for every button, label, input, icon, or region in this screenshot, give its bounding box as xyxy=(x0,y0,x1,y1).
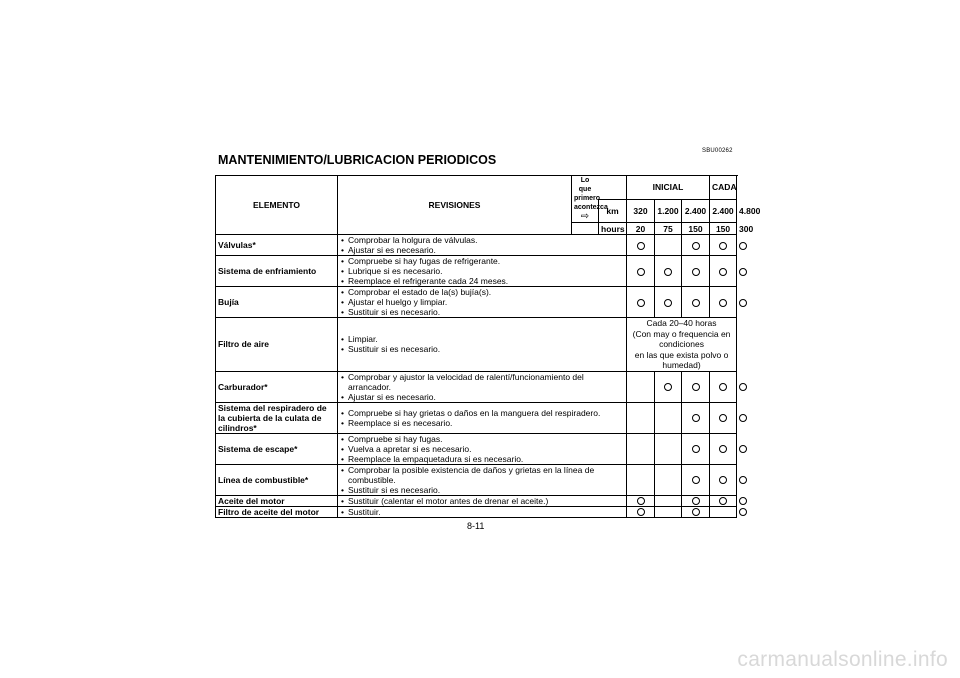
interval-cell xyxy=(682,256,710,287)
revision-item: • Compruebe si hay grietas o daños en la manguera del respiradero. xyxy=(340,408,624,418)
revisions-list xyxy=(340,408,624,428)
revisions-cell xyxy=(338,433,627,464)
revision-item: • Sustituir. xyxy=(340,507,624,517)
element-cell: Sistema de enfriamiento xyxy=(216,256,338,287)
interval-cell xyxy=(655,235,682,256)
revisions-cell xyxy=(338,506,627,517)
hours-label: hours xyxy=(599,223,627,235)
circle-mark-icon xyxy=(719,414,727,422)
circle-mark-icon xyxy=(637,242,645,250)
table-row xyxy=(216,506,737,517)
km-value: 1.200 xyxy=(655,199,682,223)
circle-mark-icon xyxy=(692,497,700,505)
revisions-cell xyxy=(338,495,627,506)
interval-cell xyxy=(710,464,737,495)
circle-mark-icon xyxy=(637,268,645,276)
page-title: MANTENIMIENTO/LUBRICACION PERIODICOS xyxy=(218,153,497,167)
circle-mark-icon xyxy=(739,268,747,276)
revision-item: • Sustituir si es necesario. xyxy=(340,485,624,495)
revision-item: • Reemplace la empaquetadura si es necesario. xyxy=(340,454,624,464)
interval-cell xyxy=(682,287,710,318)
header-first-blank xyxy=(572,223,599,235)
circle-mark-icon xyxy=(719,476,727,484)
interval-cell xyxy=(655,506,682,517)
element-cell: Válvulas* xyxy=(216,235,338,256)
interval-cell xyxy=(655,371,682,402)
interval-cell xyxy=(655,433,682,464)
km-row: km 320 1.200 2.400 2.400 4.800 xyxy=(216,199,737,223)
interval-cell xyxy=(682,495,710,506)
revisions-cell xyxy=(338,235,627,256)
element-cell: Línea de combustible* xyxy=(216,464,338,495)
revision-item: • Limpiar. xyxy=(340,334,624,344)
revision-item: • Vuelva a apretar si es necesario. xyxy=(340,444,624,454)
interval-cell xyxy=(627,256,655,287)
interval-cell xyxy=(710,287,737,318)
interval-cell xyxy=(710,495,737,506)
revisions-list xyxy=(340,496,624,506)
document-code: SBU00262 xyxy=(702,148,733,154)
circle-mark-icon xyxy=(637,497,645,505)
revisions-list xyxy=(340,235,624,255)
table-row xyxy=(216,318,737,372)
circle-mark-icon xyxy=(637,299,645,307)
circle-mark-icon xyxy=(739,383,747,391)
header-every: CADA xyxy=(710,176,737,200)
element-cell: Filtro de aire xyxy=(216,318,338,372)
revision-item: • Ajustar el huelgo y limpiar. xyxy=(340,297,624,307)
table-row xyxy=(216,235,737,256)
element-cell: Sistema del respiradero de la cubierta de la culata de cilindros* xyxy=(216,402,338,433)
circle-mark-icon xyxy=(719,383,727,391)
table-row xyxy=(216,464,737,495)
revision-item: • Sustituir (calentar el motor antes de drenar el aceite.) xyxy=(340,496,624,506)
interval-cell xyxy=(627,495,655,506)
circle-mark-icon xyxy=(692,242,700,250)
interval-cell xyxy=(710,371,737,402)
circle-mark-icon xyxy=(739,497,747,505)
revision-item: • Compruebe si hay fugas de refrigerante. xyxy=(340,256,624,266)
interval-cell xyxy=(710,506,737,517)
revisions-list xyxy=(340,507,624,517)
circle-mark-icon xyxy=(719,445,727,453)
circle-mark-icon xyxy=(739,445,747,453)
header-first-text: Lo que primero acontezca xyxy=(574,177,608,211)
header-initial: INICIAL xyxy=(627,176,710,200)
revisions-cell xyxy=(338,287,627,318)
interval-cell xyxy=(682,235,710,256)
interval-cell xyxy=(627,506,655,517)
table-body xyxy=(216,235,737,518)
km-label: km xyxy=(599,199,627,223)
interval-cell xyxy=(627,371,655,402)
hours-value: 75 xyxy=(655,223,682,235)
revision-item: • Comprobar el estado de la(s) bujía(s). xyxy=(340,287,624,297)
interval-cell xyxy=(710,402,737,433)
circle-mark-icon xyxy=(692,476,700,484)
interval-cell xyxy=(627,402,655,433)
page-number: 8-11 xyxy=(467,521,485,531)
circle-mark-icon xyxy=(692,299,700,307)
table-row xyxy=(216,495,737,506)
header-element: ELEMENTO xyxy=(216,176,338,235)
revisions-list xyxy=(340,465,624,495)
revisions-cell xyxy=(338,318,627,372)
circle-mark-icon xyxy=(739,242,747,250)
hours-value: 20 xyxy=(627,223,655,235)
circle-mark-icon xyxy=(692,383,700,391)
circle-mark-icon xyxy=(692,414,700,422)
interval-cell xyxy=(627,287,655,318)
interval-cell xyxy=(655,495,682,506)
interval-cell xyxy=(682,464,710,495)
revision-item: • Comprobar la posible existencia de daños y grietas en la línea de combustible. xyxy=(340,465,624,485)
element-cell: Carburador* xyxy=(216,371,338,402)
revisions-cell xyxy=(338,371,627,402)
hours-value: 150 xyxy=(682,223,710,235)
revisions-list xyxy=(340,256,624,286)
element-cell: Bujía xyxy=(216,287,338,318)
interval-cell xyxy=(710,433,737,464)
circle-mark-icon xyxy=(719,268,727,276)
table-row xyxy=(216,402,737,433)
revision-item: • Comprobar la holgura de válvulas. xyxy=(340,235,624,245)
interval-cell xyxy=(710,256,737,287)
revision-item: • Comprobar y ajustor la velocidad de ralentí/funcionamiento del arrancador. xyxy=(340,372,624,392)
interval-cell xyxy=(682,433,710,464)
revisions-cell xyxy=(338,402,627,433)
interval-cell xyxy=(682,506,710,517)
header-unit-blank xyxy=(599,176,627,200)
element-cell: Sistema de escape* xyxy=(216,433,338,464)
interval-cell xyxy=(655,402,682,433)
circle-mark-icon xyxy=(739,299,747,307)
revisions-list xyxy=(340,372,624,402)
table-row xyxy=(216,287,737,318)
circle-mark-icon xyxy=(739,476,747,484)
table-row xyxy=(216,371,737,402)
hours-value: 150 xyxy=(710,223,737,235)
interval-cell xyxy=(710,235,737,256)
revisions-list xyxy=(340,434,624,464)
circle-mark-icon xyxy=(692,445,700,453)
interval-cell xyxy=(627,235,655,256)
circle-mark-icon xyxy=(692,268,700,276)
revisions-cell xyxy=(338,464,627,495)
revision-item: • Ajustar si es necesario. xyxy=(340,245,624,255)
km-value: 320 xyxy=(627,199,655,223)
interval-cell xyxy=(627,464,655,495)
circle-mark-icon xyxy=(637,508,645,516)
revision-item: • Sustituir si es necesario. xyxy=(340,307,624,317)
interval-cell xyxy=(655,464,682,495)
revision-item: • Compruebe si hay fugas. xyxy=(340,434,624,444)
km-value: 2.400 xyxy=(682,199,710,223)
interval-cell xyxy=(682,371,710,402)
interval-note: Cada 20–40 horas (Con may o frequencia en condiciones en las que exista polvo o humedad) xyxy=(627,318,737,372)
revision-item: • Reemplace si es necesario. xyxy=(340,418,624,428)
circle-mark-icon xyxy=(739,414,747,422)
hours-row: hours 20 75 150 150 300 xyxy=(216,223,737,235)
circle-mark-icon xyxy=(664,268,672,276)
interval-cell xyxy=(682,402,710,433)
interval-cell xyxy=(627,433,655,464)
revision-item: • Ajustar si es necesario. xyxy=(340,392,624,402)
element-cell: Filtro de aceite del motor xyxy=(216,506,338,517)
circle-mark-icon xyxy=(664,383,672,391)
table-row xyxy=(216,256,737,287)
circle-mark-icon xyxy=(664,299,672,307)
maintenance-table xyxy=(215,175,761,518)
interval-cell xyxy=(655,256,682,287)
watermark: carmanualsonline.info xyxy=(737,648,948,671)
revision-item: • Reemplace el refrigerante cada 24 meses. xyxy=(340,276,624,286)
interval-cell xyxy=(655,287,682,318)
circle-mark-icon xyxy=(719,242,727,250)
revisions-list xyxy=(340,287,624,317)
circle-mark-icon xyxy=(719,299,727,307)
header-first-occurrence xyxy=(572,176,608,223)
km-value: 2.400 xyxy=(710,199,737,223)
revisions-cell xyxy=(338,256,627,287)
element-cell: Aceite del motor xyxy=(216,495,338,506)
circle-mark-icon xyxy=(739,508,747,516)
revision-item: • Sustituir si es necesario. xyxy=(340,344,624,354)
revision-item: • Lubrique si es necesario. xyxy=(340,266,624,276)
header-revisions: REVISIONES xyxy=(338,176,572,235)
circle-mark-icon xyxy=(719,497,727,505)
arrow-right-icon: ⇨ xyxy=(580,211,590,222)
circle-mark-icon xyxy=(692,508,700,516)
revisions-list xyxy=(340,334,624,354)
table-row xyxy=(216,433,737,464)
